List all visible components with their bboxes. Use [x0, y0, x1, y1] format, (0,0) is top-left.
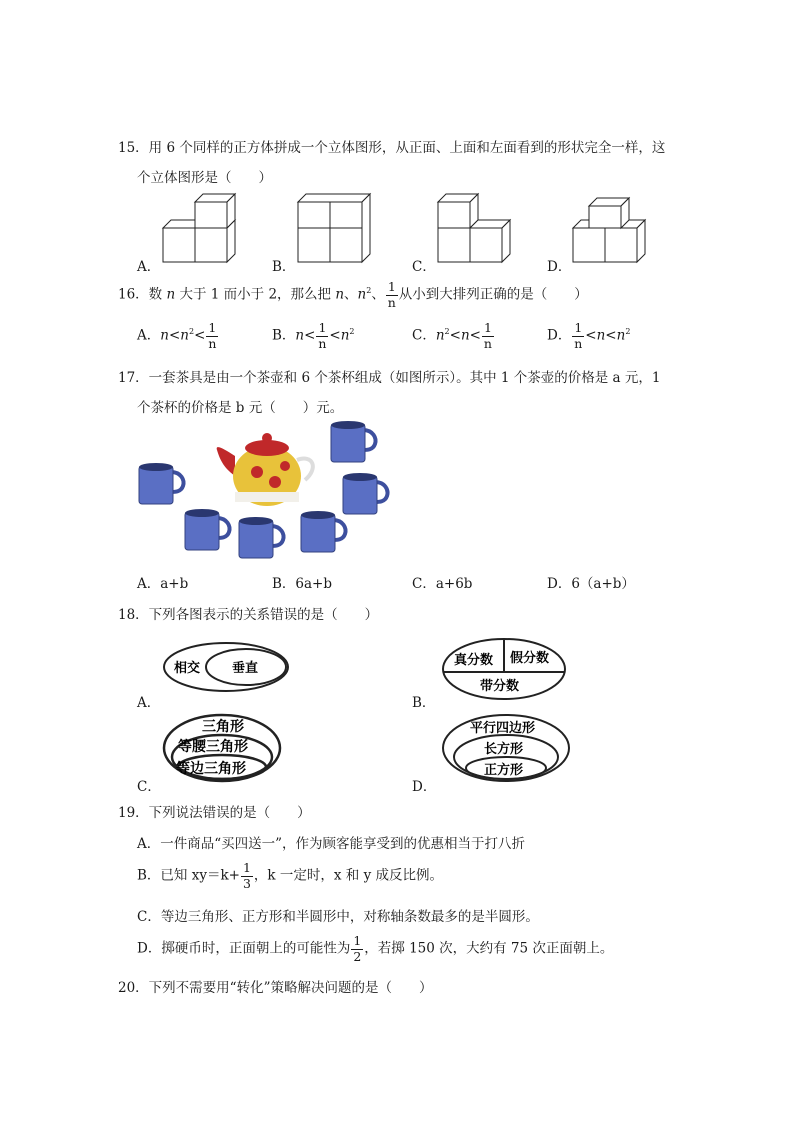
q16-option-b[interactable]: B．n< $\frac{1}{n}$ $<n^2$	[272, 320, 355, 351]
q18-diagram-b	[440, 636, 570, 702]
q16-option-c[interactable]: C．$n^2<n<$ $\frac{1}{n}$	[412, 320, 492, 351]
q17-line1: 17．一套茶具是由一个茶壶和 6 个茶杯组成（如图所示）。其中 1 个茶壶的价格是 a 元，1	[118, 370, 661, 386]
diagram-b-right: 假分数	[510, 651, 550, 666]
q15-option-b[interactable]: B．	[272, 259, 296, 275]
diagram-a-outer: 相交	[174, 661, 201, 676]
q18-diagram-d	[440, 713, 574, 783]
q17-option-a[interactable]: A．a+b	[137, 576, 189, 592]
q15-figure-a	[155, 192, 245, 270]
diagram-a-inner: 垂直	[232, 661, 259, 676]
q17-line2: 个茶杯的价格是 b 元（ ）元。	[137, 400, 344, 416]
diagram-d-outer: 平行四边形	[470, 721, 536, 736]
diagram-d-middle: 长方形	[484, 742, 524, 757]
diagram-d-inner: 正方形	[484, 763, 524, 778]
teaset-image	[135, 418, 395, 566]
q16-option-d[interactable]: D． $\frac{1}{n}$ $<n<n^2$	[547, 320, 631, 351]
q19-option-d[interactable]: D．掷硬币时，正面朝上的可能性为 $\frac{1}{2}$ ，若掷 150 次，大约有 75 次正面朝上。	[137, 933, 614, 964]
q15-option-a[interactable]: A．	[137, 259, 161, 275]
cup-icon	[301, 511, 346, 552]
teapot-icon	[217, 433, 313, 506]
cup-icon	[343, 473, 388, 514]
q18-option-d[interactable]: D．	[412, 779, 437, 795]
diagram-b-bottom: 带分数	[480, 679, 520, 694]
q19-option-a[interactable]: A．一件商品“买四送一”，作为顾客能享受到的优惠相当于打八折	[137, 836, 526, 852]
q18-diagram-a	[160, 640, 296, 694]
q18-title: 18．下列各图表示的关系错误的是（ ）	[118, 607, 379, 623]
q16-option-a[interactable]: A．$n<n^2<$ $\frac{1}{n}$	[137, 320, 217, 351]
q18-option-c[interactable]: C．	[137, 779, 161, 795]
diagram-c-middle: 等腰三角形	[178, 739, 248, 755]
q15-line2: 个立体图形是（ ）	[137, 170, 272, 186]
diagram-b-left: 真分数	[454, 653, 494, 668]
cup-icon	[239, 517, 284, 558]
q15-line1: 15．用 6 个同样的正方体拼成一个立体图形，从正面、上面和左面看到的形状完全一样，这	[118, 140, 666, 156]
q18-diagram-c	[162, 713, 284, 783]
diagram-c-inner: 等边三角形	[176, 761, 246, 777]
cup-icon	[331, 421, 376, 462]
q20-title: 20．下列不需要用“转化”策略解决问题的是（ ）	[118, 980, 433, 996]
q16-stem: 16．数 n 大于 1 而小于 2，那么把 n、$n^2$、 $\frac{1}{n}$ 从小到大排列正确的是（ ）	[118, 279, 588, 310]
q15-figure-d	[565, 192, 655, 270]
q17-option-b[interactable]: B．6a+b	[272, 576, 333, 592]
q18-option-b[interactable]: B．	[412, 695, 436, 711]
q15-option-c[interactable]: C．	[412, 259, 436, 275]
q15-figure-c	[430, 192, 520, 270]
q15-option-d[interactable]: D．	[547, 259, 572, 275]
q19-title: 19．下列说法错误的是（ ）	[118, 805, 311, 821]
q17-option-c[interactable]: C．a+6b	[412, 576, 473, 592]
diagram-c-outer: 三角形	[202, 719, 244, 735]
q15-figure-b	[290, 192, 380, 270]
q18-option-a[interactable]: A．	[137, 695, 161, 711]
cup-icon	[139, 463, 184, 504]
cup-icon	[185, 509, 230, 550]
q19-option-c[interactable]: C．等边三角形、正方形和半圆形中，对称轴条数最多的是半圆形。	[137, 909, 539, 925]
q17-option-d[interactable]: D．6（a+b）	[547, 576, 635, 592]
q19-option-b[interactable]: B．已知 xy＝k+ $\frac{1}{3}$ ，k 一定时，x 和 y 成反比例。	[137, 860, 443, 891]
